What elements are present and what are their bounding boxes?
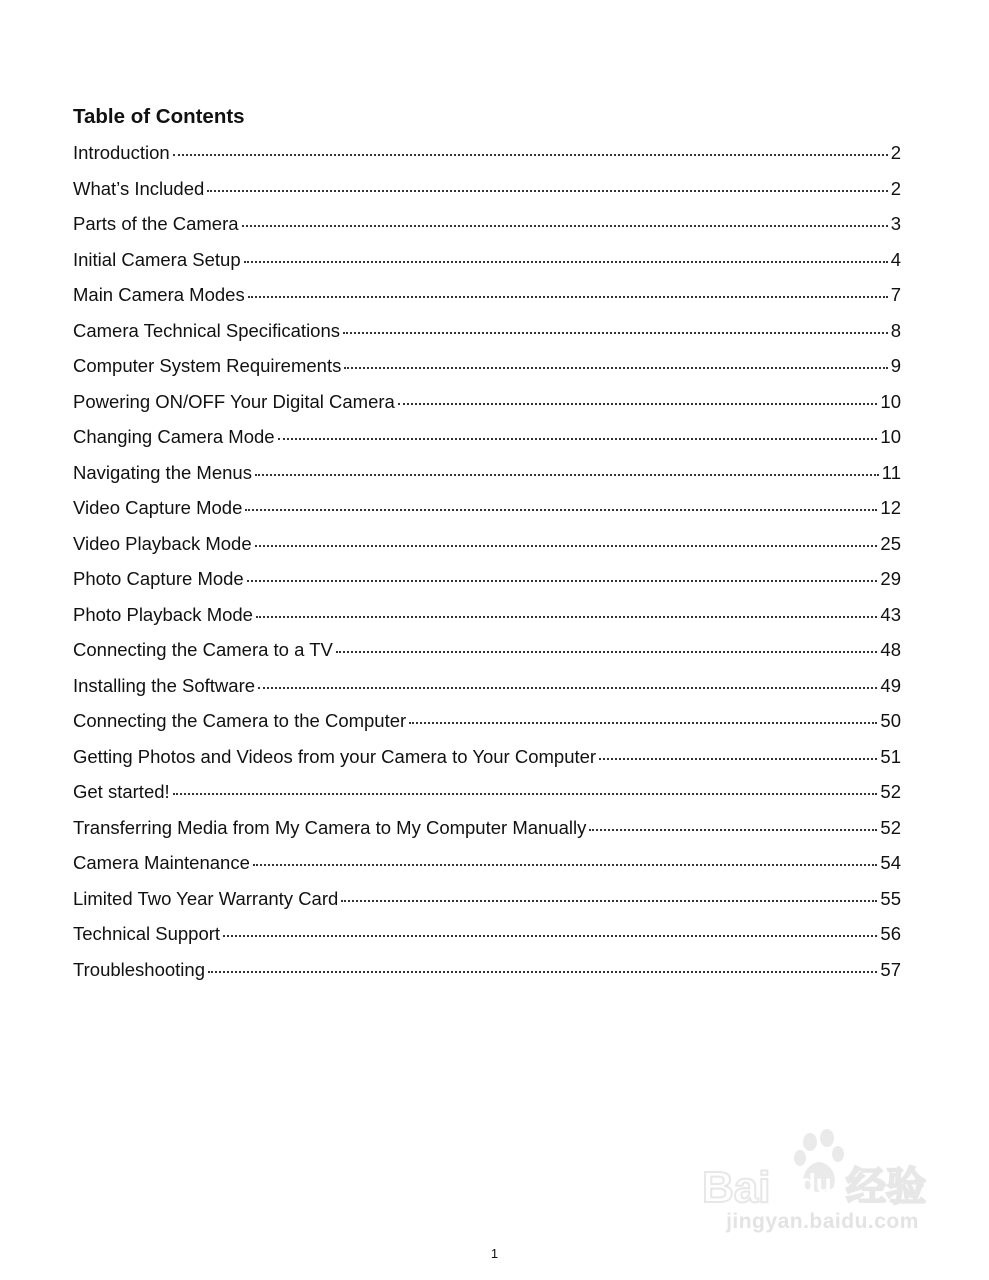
toc-entry-page-number: 8 (890, 319, 901, 341)
toc-dot-leader (398, 403, 878, 405)
toc-entry-label: Photo Playback Mode (73, 603, 253, 625)
toc-dot-leader (589, 829, 877, 831)
toc-entry-page-number: 9 (890, 355, 901, 376)
toc-entry-label: Computer System Requirements (73, 355, 342, 376)
toc-entry[interactable] (73, 354, 901, 390)
baidu-logo-icon (700, 1128, 940, 1208)
toc-entry-page-number: 11 (881, 461, 901, 483)
page-number: 1 (490, 1246, 499, 1261)
toc-dot-leader (341, 900, 877, 902)
toc-entry[interactable] (73, 141, 901, 177)
toc-entry[interactable] (73, 532, 901, 568)
toc-dot-leader (173, 154, 888, 156)
toc-entry-page-number: 4 (890, 248, 901, 270)
toc-entry-page-number: 50 (880, 710, 901, 731)
toc-entry-page-number: 52 (880, 816, 901, 838)
toc-entry-label: Transferring Media from My Camera to My Computer Manually (73, 816, 587, 838)
toc-entry-page-number: 10 (880, 426, 901, 447)
toc-entry-page-number: 2 (890, 177, 901, 199)
toc-entry[interactable] (73, 603, 901, 639)
toc-title: Table of Contents (73, 105, 245, 128)
toc-entry-label: Camera Maintenance (73, 852, 250, 873)
toc-entry-label: Introduction (73, 142, 170, 163)
toc-entry-label: Limited Two Year Warranty Card (73, 887, 339, 909)
toc-entry[interactable] (73, 425, 901, 461)
toc-entry[interactable] (73, 745, 901, 781)
toc-entry[interactable] (73, 496, 901, 532)
toc-entry[interactable] (73, 780, 901, 816)
toc-entry-label: Installing the Software (73, 674, 256, 696)
toc-entry-page-number: 49 (880, 674, 901, 696)
toc-entry[interactable] (73, 283, 901, 319)
toc-entry-label: Connecting the Camera to a TV (73, 639, 333, 660)
watermark-url: jingyan.baidu.com (726, 1210, 919, 1233)
toc-dot-leader (247, 580, 878, 582)
baidu-jingyan-watermark (700, 1128, 940, 1243)
toc-dot-leader (244, 261, 888, 263)
toc-dot-leader (207, 190, 887, 192)
toc-dot-leader (255, 545, 878, 547)
toc-entry-page-number: 43 (880, 603, 901, 625)
toc-entry-page-number: 48 (880, 639, 901, 660)
toc-entry-label: Changing Camera Mode (73, 426, 275, 447)
toc-entry[interactable] (73, 212, 901, 248)
toc-entry-label: Troubleshooting (73, 958, 205, 980)
toc-dot-leader (223, 935, 877, 937)
toc-entry[interactable] (73, 319, 901, 355)
toc-dot-leader (242, 225, 888, 227)
toc-entry-label: Getting Photos and Videos from your Camera to Your Computer (73, 745, 597, 767)
toc-entry-label: Camera Technical Specifications (73, 319, 341, 341)
toc-entry[interactable] (73, 461, 901, 497)
toc-dot-leader (344, 367, 887, 369)
toc-entry[interactable] (73, 958, 901, 994)
toc-dot-leader (278, 438, 878, 440)
toc-entry-page-number: 25 (880, 532, 901, 554)
toc-entry-page-number: 52 (880, 781, 901, 802)
toc-dot-leader (245, 509, 877, 511)
toc-entry[interactable] (73, 674, 901, 710)
toc-entry-label: Navigating the Menus (73, 461, 252, 483)
toc-dot-leader (336, 651, 878, 653)
toc-entry-page-number: 54 (880, 852, 901, 873)
toc-entry-label: Photo Capture Mode (73, 568, 244, 589)
toc-entry-label: Main Camera Modes (73, 284, 245, 305)
toc-entry-page-number: 3 (890, 213, 901, 234)
toc-dot-leader (255, 474, 879, 476)
toc-entry-page-number: 10 (880, 390, 901, 412)
toc-entry[interactable] (73, 816, 901, 852)
toc-entry[interactable] (73, 248, 901, 284)
svg-text:Bai: Bai (702, 1163, 771, 1208)
toc-entry-label: What’s Included (73, 177, 205, 199)
toc-entry-label: Parts of the Camera (73, 213, 239, 234)
toc-dot-leader (343, 332, 888, 334)
toc-dot-leader (256, 616, 877, 618)
toc-dot-leader (173, 793, 878, 795)
toc-dot-leader (253, 864, 878, 866)
toc-dot-leader (599, 758, 877, 760)
toc-entry-page-number: 55 (880, 887, 901, 909)
toc-dot-leader (258, 687, 877, 689)
toc-entry[interactable] (73, 177, 901, 213)
toc-entry-label: Technical Support (73, 923, 221, 944)
toc-entry-label: Powering ON/OFF Your Digital Camera (73, 390, 395, 412)
toc-entry-label: Video Capture Mode (73, 497, 243, 518)
svg-text:du: du (800, 1168, 832, 1198)
toc-entry[interactable] (73, 567, 901, 603)
toc-list (73, 141, 901, 993)
toc-entry-label: Initial Camera Setup (73, 248, 241, 270)
toc-entry-page-number: 57 (880, 958, 901, 980)
toc-entry-page-number: 29 (880, 568, 901, 589)
toc-dot-leader (409, 722, 877, 724)
toc-entry[interactable] (73, 922, 901, 958)
toc-entry-label: Get started! (73, 781, 170, 802)
toc-dot-leader (208, 971, 877, 973)
toc-entry-label: Connecting the Camera to the Computer (73, 710, 407, 731)
toc-entry-page-number: 12 (880, 497, 901, 518)
toc-entry[interactable] (73, 851, 901, 887)
toc-entry-label: Video Playback Mode (73, 532, 252, 554)
toc-entry[interactable] (73, 887, 901, 923)
svg-text:经验: 经验 (846, 1164, 926, 1208)
toc-dot-leader (248, 296, 888, 298)
toc-entry[interactable] (73, 709, 901, 745)
toc-entry-page-number: 56 (880, 923, 901, 944)
toc-entry[interactable] (73, 638, 901, 674)
toc-entry-page-number: 2 (890, 142, 901, 163)
toc-entry-page-number: 7 (890, 284, 901, 305)
toc-entry-page-number: 51 (880, 745, 901, 767)
toc-entry[interactable] (73, 390, 901, 426)
